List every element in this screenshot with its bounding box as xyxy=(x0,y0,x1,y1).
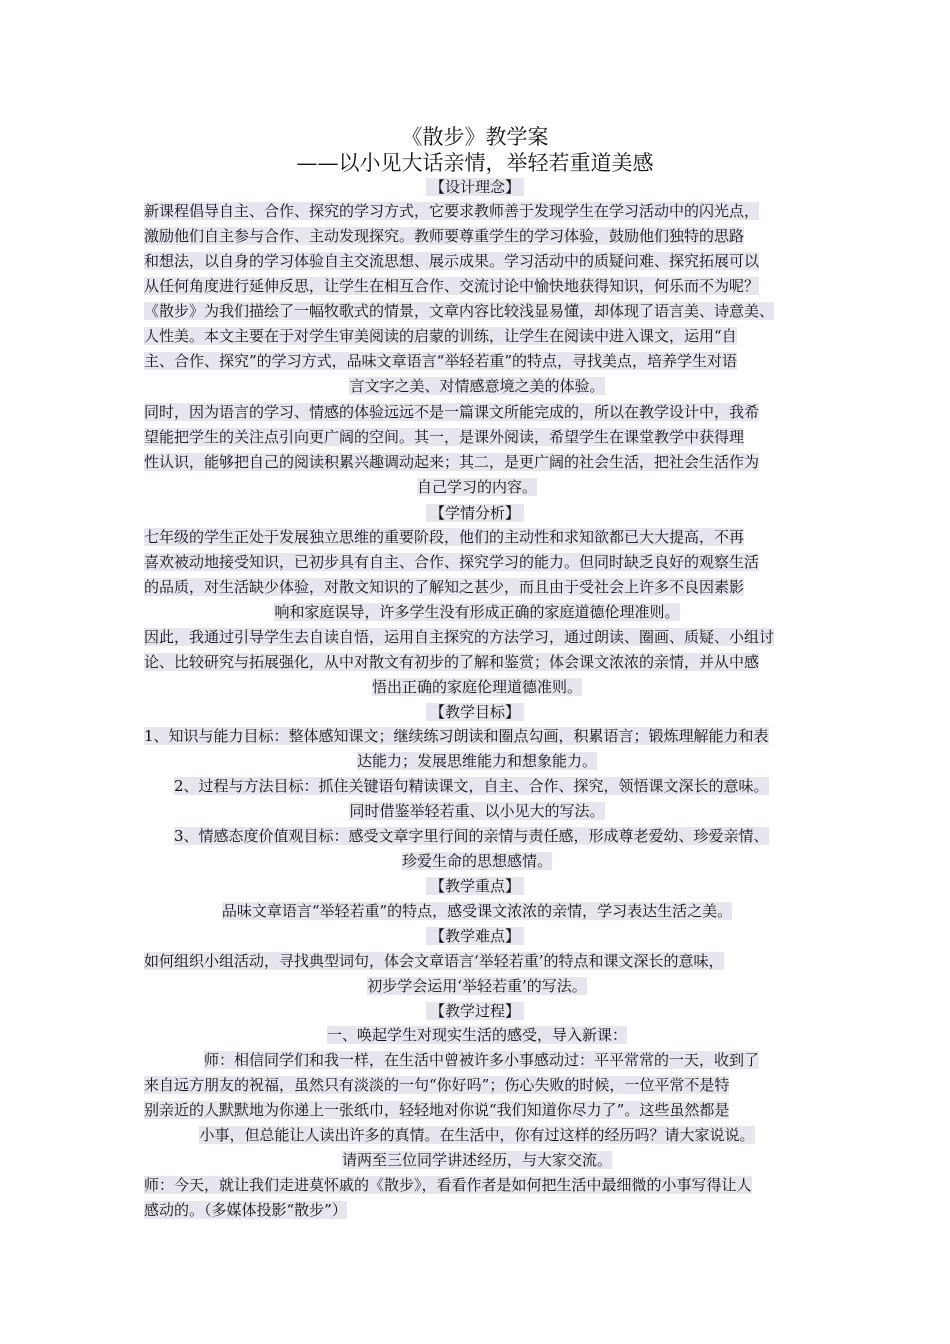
paragraph-line: 感动的。（多媒体投影“散步”） xyxy=(144,1201,347,1219)
section-heading: 【学情分析】 xyxy=(0,502,950,524)
paragraph-line: 来自远方朋友的祝福，虽然只有淡淡的一句“你好吗”；伤心失败的时候，一位平常不是特 xyxy=(144,1076,730,1094)
paragraph-line: 激励他们自主参与合作、主动发现探究。教师要尊重学生的学习体验，鼓励他们独特的思路 xyxy=(144,227,745,245)
paragraph-line: 人性美。本文主要在于对学生审美阅读的启蒙的训练，让学生在阅读中进入课文，运用“自 xyxy=(144,327,737,345)
paragraph-line: 从任何角度进行延伸反思，让学生在相互合作、交流讨论中愉快地获得知识，何乐而不为呢？ xyxy=(144,277,760,295)
paragraph-line: 因此，我通过引导学生去自读自悟，运用自主探究的方法学习，通过朗读、圈画、质疑、小组讨 xyxy=(144,628,775,646)
paragraph-line: 言文字之美、对情感意境之美的体验。 xyxy=(349,377,605,395)
paragraph-line: 师：相信同学们和我一样，在生活中曾被许多小事感动过：平平常常的一天，收到了 xyxy=(204,1051,760,1069)
paragraph-line: 响和家庭误导，许多学生没有形成正确的家庭道德伦理准则。 xyxy=(274,603,680,621)
paragraph-line: 望能把学生的关注点引向更广阔的空间。其一，是课外阅读，希望学生在课堂教学中获得理 xyxy=(144,428,745,446)
paragraph-line: 3、情感态度价值观目标：感受文章字里行间的亲情与责任感，形成尊老爱幼、珍爱亲情、 xyxy=(174,827,769,845)
section-heading: 【设计理念】 xyxy=(0,176,950,198)
paragraph-line: 悟出正确的家庭伦理道德准则。 xyxy=(371,678,582,696)
paragraph-line: 2、过程与方法目标：抓住关键语句精读课文，自主、合作、探究，领悟课文深长的意味。 xyxy=(174,777,769,795)
paragraph-line: 请两至三位同学讲述经历，与大家交流。 xyxy=(341,1151,612,1169)
paragraph-line: 初步学会运用‘举轻若重’的写法。 xyxy=(367,977,587,995)
paragraph-line: 《散步》为我们描绘了一幅牧歌式的情景，文章内容比较浅显易懂，却体现了语言美、诗意美、 xyxy=(144,302,775,320)
section-heading: 【教学目标】 xyxy=(0,701,950,723)
doc-subtitle: ——以小见大话亲情，举轻若重道美感 xyxy=(296,151,654,175)
section-heading: 【教学重点】 xyxy=(0,875,950,897)
doc-title: 《散步》教学案 xyxy=(401,125,549,149)
paragraph-line: 同时借鉴举轻若重、以小见大的写法。 xyxy=(349,802,605,820)
paragraph-line: 别亲近的人默默地为你递上一张纸巾，轻轻地对你说“我们知道你尽力了”。这些虽然都是 xyxy=(144,1101,730,1119)
paragraph-line: 自己学习的内容。 xyxy=(416,478,537,496)
paragraph-line: 论、比较研究与拓展强化，从中对散文有初步的了解和鉴赏；体会课文浓浓的亲情，并从中感 xyxy=(144,653,760,671)
paragraph-line: 喜欢被动地接受知识，已初步具有自主、合作、探究学习的能力。但同时缺乏良好的观察生活 xyxy=(144,553,760,571)
paragraph-line: 小事，但总能让人读出许多的真情。在生活中，你有过这样的经历吗？请大家说说。 xyxy=(199,1126,755,1144)
paragraph-line: 达能力；发展思维能力和想象能力。 xyxy=(356,752,597,770)
paragraph-line: 同时，因为语言的学习、情感的体验远远不是一篇课文所能完成的，所以在教学设计中，我希 xyxy=(144,403,760,421)
section-heading: 【教学难点】 xyxy=(0,925,950,947)
paragraph-line: 性认识，能够把自己的阅读积累兴趣调动起来；其二，是更广阔的社会生活，把社会生活作为 xyxy=(144,453,760,471)
paragraph-line: 和想法，以自身的学习体验自主交流思想、展示成果。学习活动中的质疑问难、探究拓展可以 xyxy=(144,252,760,270)
paragraph-line: 一、唤起学生对现实生活的感受，导入新课： xyxy=(326,1026,627,1044)
paragraph-line: 七年级的学生正处于发展独立思维的重要阶段，他们的主动性和求知欲都已大大提高，不再 xyxy=(144,528,745,546)
paragraph-line: 师：今天，就让我们走进莫怀戚的《散步》，看看作者是如何把生活中最细微的小事写得让人 xyxy=(144,1176,752,1194)
paragraph-line: 新课程倡导自主、合作、探究的学习方式，它要求教师善于发现学生在学习活动中的闪光点， xyxy=(144,202,760,220)
paragraph-line: 主、合作、探究”的学习方式，品味文章语言“举轻若重”的特点，寻找美点，培养学生对语 xyxy=(144,352,738,370)
paragraph-line: 1、知识与能力目标：整体感知课文；继续练习朗读和圈点勾画，积累语言；锻炼理解能力和表 xyxy=(144,727,769,745)
paragraph-line: 品味文章语言“举轻若重”的特点，感受课文浓浓的亲情，学习表达生活之美。 xyxy=(221,902,733,920)
paragraph-line: 如何组织小组活动，寻找典型词句，体会文章语言‘举轻若重’的特点和课文深长的意味， xyxy=(144,952,724,970)
paragraph-line: 的品质，对生活缺少体验，对散文知识的了解知之甚少，而且由于受社会上许多不良因素影 xyxy=(144,578,745,596)
section-heading: 【教学过程】 xyxy=(0,1000,950,1022)
paragraph-line: 珍爱生命的思想感情。 xyxy=(401,852,552,870)
